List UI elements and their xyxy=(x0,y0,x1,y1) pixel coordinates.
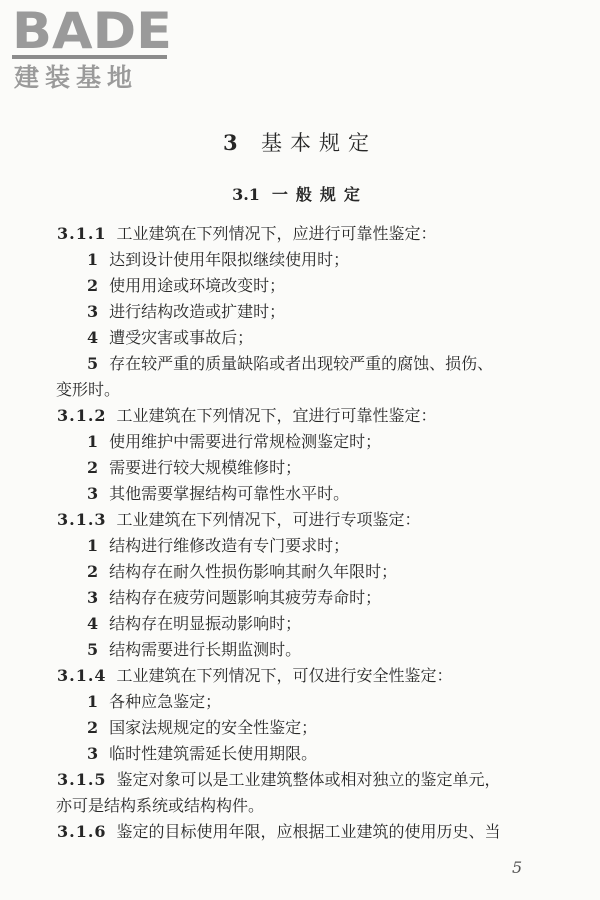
list-item: 3 进行结构改造或扩建时； xyxy=(87,302,286,321)
clause-continuation: 亦可是结构系统或结构构件。 xyxy=(56,796,265,815)
list-item: 2 国家法规规定的安全性鉴定； xyxy=(87,718,318,737)
clause xyxy=(57,819,537,845)
list-item: 3 临时性建筑需延长使用期限。 xyxy=(87,744,318,763)
bade-wordmark xyxy=(10,4,180,54)
list-item: 4 遭受灾害或事故后； xyxy=(87,328,254,347)
logo-subtitle: 建装基地 xyxy=(14,63,139,92)
list-item: 5 存在较严重的质量缺陷或者出现较严重的腐蚀、损伤、 xyxy=(87,354,494,373)
clause xyxy=(57,403,537,429)
list-item: 2 需要进行较大规模维修时； xyxy=(87,458,302,477)
list-item-continuation: 变形时。 xyxy=(56,380,121,399)
clause-number: 3.1.4 xyxy=(57,666,107,685)
section-title-text: 一般规定 xyxy=(271,185,368,204)
list-item: 3 结构存在疲劳问题影响其疲劳寿命时； xyxy=(87,588,382,607)
logo-bar xyxy=(12,55,167,59)
section-title xyxy=(0,183,600,207)
chapter-title xyxy=(0,128,600,158)
clause xyxy=(57,767,537,793)
clause xyxy=(57,507,537,533)
list-item: 3 其他需要掌握结构可靠性水平时。 xyxy=(87,484,350,503)
clause xyxy=(57,663,537,689)
list-item: 2 使用用途或环境改变时； xyxy=(87,276,286,295)
chapter-number: 3 xyxy=(223,130,246,155)
svg-text:BADE: BADE xyxy=(12,4,172,54)
clause-number: 3.1.5 xyxy=(57,770,107,789)
clause xyxy=(57,221,537,247)
clause-text: 工业建筑在下列情况下，宜进行可靠性鉴定： xyxy=(116,406,437,425)
clause-text: 工业建筑在下列情况下，可仅进行安全性鉴定： xyxy=(116,666,453,685)
list-item: 5 结构需要进行长期监测时。 xyxy=(87,640,302,659)
clause-text: 鉴定对象可以是工业建筑整体或相对独立的鉴定单元， xyxy=(116,770,501,789)
clause-text: 鉴定的目标使用年限，应根据工业建筑的使用历史、当 xyxy=(116,822,501,841)
logo xyxy=(10,4,180,93)
list-item: 1 使用维护中需要进行常规检测鉴定时； xyxy=(87,432,382,451)
clause-number: 3.1.3 xyxy=(57,510,107,529)
page-number: 5 xyxy=(512,858,523,877)
clause-number: 3.1.1 xyxy=(57,224,107,243)
clause-number: 3.1.6 xyxy=(57,822,107,841)
clause-text: 工业建筑在下列情况下，可进行专项鉴定： xyxy=(116,510,421,529)
list-item: 1 各种应急鉴定； xyxy=(87,692,222,711)
clause-number: 3.1.2 xyxy=(57,406,107,425)
clause-text: 工业建筑在下列情况下，应进行可靠性鉴定： xyxy=(116,224,437,243)
list-item: 4 结构存在明显振动影响时； xyxy=(87,614,302,633)
list-item: 2 结构存在耐久性损伤影响其耐久年限时； xyxy=(87,562,398,581)
section-number: 3.1 xyxy=(232,185,260,204)
document-body xyxy=(57,221,537,845)
chapter-title-text: 基本规定 xyxy=(260,131,377,155)
list-item: 1 达到设计使用年限拟继续使用时； xyxy=(87,250,350,269)
list-item: 1 结构进行维修改造有专门要求时； xyxy=(87,536,350,555)
